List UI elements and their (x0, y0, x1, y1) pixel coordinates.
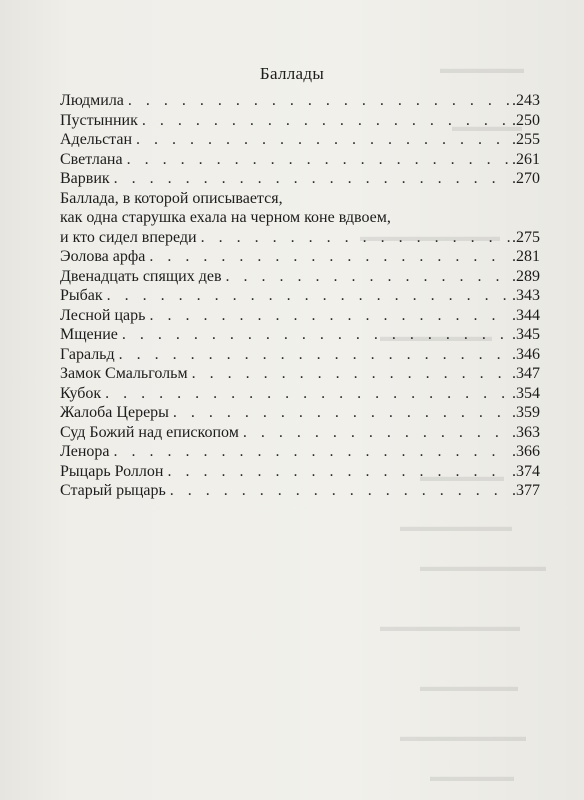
toc-entry (60, 423, 540, 443)
table-of-contents (60, 91, 540, 501)
toc-entry-title: Мщение (60, 326, 118, 343)
toc-entry-page: .243 (512, 92, 540, 109)
toc-entry-title-line: как одна старушка ехала на черном коне вдвоем, (60, 209, 391, 226)
toc-entry-page: .363 (512, 423, 540, 441)
toc-entry-title: Рыбак (60, 287, 103, 304)
toc-entry-line (60, 325, 540, 345)
toc-entry-page: .345 (512, 326, 540, 343)
toc-entry (60, 325, 540, 345)
dot-leader (243, 423, 510, 443)
dot-leader (136, 130, 510, 150)
toc-entry-line (60, 481, 540, 501)
toc-entry-page: .289 (512, 267, 540, 285)
toc-entry-title: Двенадцать спящих дев (60, 267, 222, 285)
toc-entry (60, 306, 540, 326)
dot-leader (127, 150, 510, 170)
dot-leader (192, 364, 510, 384)
toc-entry-title-line: Баллада, в которой описывается, (60, 189, 283, 207)
toc-entry-title: Старый рыцарь (60, 482, 166, 499)
toc-entry-title: и кто сидел впереди (60, 228, 197, 246)
toc-entry-page: .255 (512, 131, 540, 148)
dot-leader (149, 306, 510, 326)
toc-entry (60, 169, 540, 189)
toc-entry (60, 189, 540, 248)
dot-leader (142, 111, 510, 131)
dot-leader (170, 481, 510, 501)
toc-entry-page: .261 (512, 150, 540, 168)
toc-entry (60, 442, 540, 462)
dot-leader (167, 462, 510, 482)
toc-entry-line (60, 150, 540, 170)
toc-entry-page: .366 (512, 443, 540, 460)
toc-entry-line (60, 364, 540, 384)
toc-entry-line (60, 384, 540, 404)
toc-entry-title: Светлана (60, 150, 123, 168)
toc-entry-line (60, 403, 540, 423)
toc-entry-page: .347 (512, 365, 540, 382)
dot-leader (201, 228, 510, 248)
dot-leader (107, 286, 510, 306)
toc-entry-title: Людмила (60, 92, 124, 109)
toc-entry-title: Адельстан (60, 131, 133, 148)
toc-entry-title: Рыцарь Роллон (60, 462, 164, 480)
dot-leader (128, 91, 510, 111)
toc-entry-page: .377 (512, 482, 540, 499)
toc-entry-title: Ленора (60, 443, 110, 460)
toc-entry (60, 364, 540, 384)
toc-entry-page: .281 (512, 248, 540, 265)
toc-entry-title: Жалоба Цереры (60, 404, 169, 421)
toc-entry-line (60, 267, 540, 287)
toc-entry-line (60, 111, 540, 131)
toc-entry-title: Замок Смальгольм (60, 365, 188, 382)
toc-entry (60, 267, 540, 287)
toc-entry (60, 481, 540, 501)
toc-entry-line (60, 169, 540, 189)
toc-entry-line (60, 345, 540, 365)
toc-entry-page: .346 (512, 345, 540, 363)
toc-entry-line (60, 247, 540, 267)
toc-entry (60, 462, 540, 482)
toc-entry-page: .374 (512, 462, 540, 480)
toc-entry-title: Кубок (60, 384, 102, 402)
toc-entry (60, 345, 540, 365)
toc-entry-page: .270 (512, 170, 540, 187)
toc-entry-title: Варвик (60, 170, 110, 187)
toc-entry-page: .344 (512, 306, 540, 324)
toc-entry-line (60, 130, 540, 150)
toc-entry-line (60, 228, 540, 248)
toc-entry-page: .275 (512, 228, 540, 246)
toc-entry-page: .354 (512, 384, 540, 402)
toc-entry-title: Гаральд (60, 345, 115, 363)
toc-entry-line (60, 423, 540, 443)
toc-entry-page: .343 (512, 287, 540, 304)
toc-entry (60, 286, 540, 306)
toc-entry (60, 247, 540, 267)
dot-leader (173, 403, 510, 423)
toc-entry (60, 403, 540, 423)
toc-entry (60, 150, 540, 170)
dot-leader (114, 442, 510, 462)
book-page: ▬▬▬▬▬▬ ▬▬▬▬▬ ▬▬▬▬▬▬▬▬▬▬ ▬▬▬▬▬▬▬▬ ▬▬▬▬▬▬ ▬▬▬▬▬▬▬▬ ▬▬▬▬▬▬▬▬▬ ▬▬▬▬▬▬▬▬▬▬ ▬▬▬▬▬▬▬ ▬▬▬▬▬▬▬▬▬ ▬▬▬▬▬▬ Баллады Людмила . . . .243 Пустынник . . . .250 Адельстан . . . .255 Светлана . . . .261 Варвик . . . .270 Баллада, в которой описывается, как одна старушка ехала на черном коне вдвоем, и кто сидел впереди . . . .275 Эолова арфа . . . .281 Двенадцать спящих дев . . . .289 Рыбак . . . .343 Лесной царь . . . .344 Мщение . . . .345 Гаральд . . . .346 Замок Смальгольм . . . .347 Кубок . . . .354 Жалоба Цереры . . . .359 Суд Божий над епископом . . . .363 Ленора . . . .366 Рыцарь Роллон . . . .374 Старый рыцарь . . . .377 (0, 0, 584, 800)
dot-leader (122, 325, 510, 345)
toc-entry-line (60, 306, 540, 326)
toc-entry (60, 111, 540, 131)
dot-leader (119, 345, 510, 365)
toc-entry-page: .250 (512, 111, 540, 129)
dot-leader (149, 247, 510, 267)
toc-entry-line (60, 286, 540, 306)
toc-entry-page: .359 (512, 404, 540, 421)
dot-leader (105, 384, 510, 404)
toc-entry-line (60, 442, 540, 462)
dot-leader (114, 169, 510, 189)
toc-entry-title: Пустынник (60, 111, 138, 129)
toc-entry-title: Эолова арфа (60, 248, 146, 265)
toc-entry-title: Суд Божий над епископом (60, 423, 239, 441)
toc-entry (60, 384, 540, 404)
toc-entry-line (60, 91, 540, 111)
toc-entry-line (60, 462, 540, 482)
dot-leader (226, 267, 510, 287)
section-heading: Баллады (259, 64, 325, 83)
toc-entry (60, 91, 540, 111)
toc-entry (60, 130, 540, 150)
toc-entry-title: Лесной царь (60, 306, 146, 324)
